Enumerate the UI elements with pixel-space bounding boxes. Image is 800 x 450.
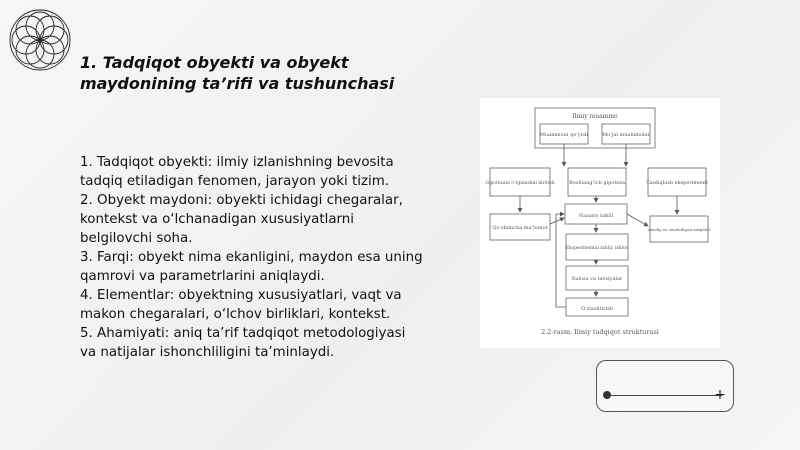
box-conclusion: Xulosa va tavsiyalar (571, 276, 623, 282)
box-final: O‘zlashtirish (580, 306, 614, 312)
point-importance: 5. Ahamiyati: aniq ta’rif tadqiqot metodologiyasi va natijalar ishonchliligini ta’minlaydi. (80, 326, 406, 360)
point-object: 1. Tadqiqot obyekti: ilmiy izlanishning bevosita tadqiq etiladigan fenomen, jarayon yoki tizim. (80, 155, 394, 189)
box-problem: Muammoni qo‘yish (539, 132, 589, 138)
diagram-caption: 2.2-rasm. Ilmiy tadqiqot strukturasi (541, 328, 659, 336)
point-field: 2. Obyekt maydoni: obyekti ichidagi chegaralar, kontekst va o‘lchanadigan xususiyatlarni belgilovchi soha. (80, 193, 403, 246)
point-difference: 3. Farqi: obyekt nima ekanligini, maydon esa uning qamrovi va parametrlarini aniqlaydi. (80, 250, 423, 284)
box-applied: Amaliy va sinaladigan natijalar (647, 227, 711, 232)
slide-body (80, 153, 425, 362)
decorative-spirograph-logo (2, 2, 78, 78)
slide-title: 1. Tadqiqot obyekti va obyekt maydonining ta’rifi va tushunchasi (80, 53, 395, 93)
box-goal: Mo‘jal muammolar (602, 132, 650, 138)
box-basic: Boshlang‘ich gipoteza (569, 180, 625, 186)
slider-control[interactable] (596, 360, 734, 412)
box-experiment: Tasdiqlash eksperimenti (646, 180, 708, 186)
slider-handle[interactable] (603, 391, 611, 399)
point-elements: 4. Elementlar: obyektning xususiyatlari, vaqt va makon chegaralari, o‘lchov birliklari, kontekst. (80, 288, 402, 322)
box-theory: Nazariy tahlil (578, 213, 614, 219)
plus-icon[interactable]: + (714, 387, 726, 403)
box-top: Ilmiy muammo (572, 113, 618, 120)
slider-track[interactable] (608, 395, 722, 396)
box-empirical: Eksperimental tahlil, ishlov (565, 246, 629, 251)
research-structure-diagram (480, 98, 720, 348)
box-hypothesis-left: Gipotezani o‘rganishni kiritish (485, 181, 555, 186)
box-links: Qo‘shimcha ma’lumot (492, 225, 548, 231)
